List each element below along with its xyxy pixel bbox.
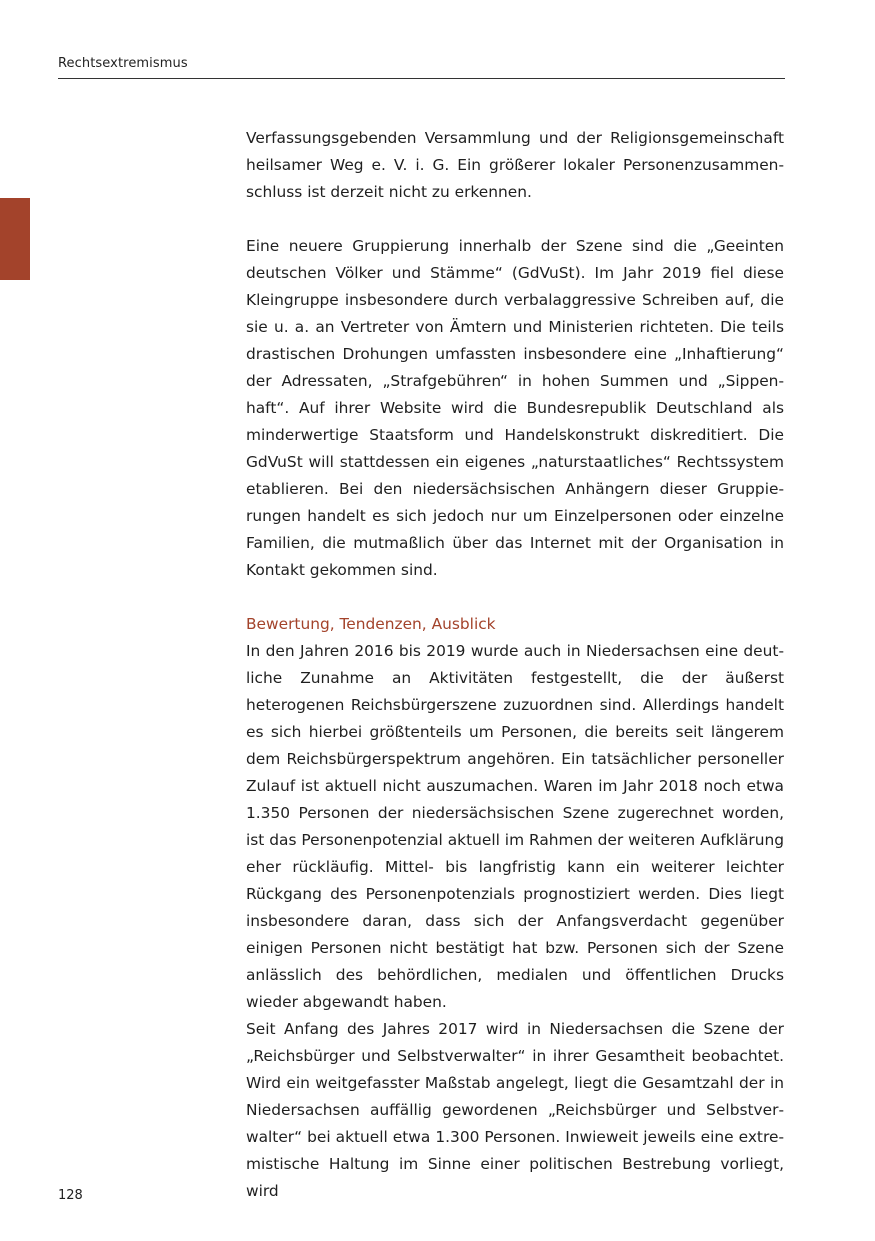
main-text-column [246,125,784,1205]
paragraph-4: Seit Anfang des Jahres 2017 wird in Niedersachsen die Szene der „Reichsbürger und Selbstverwalter“ in ihrer Gesamtheit beobachtet. Wird ein weitgefasster Maßstab angelegt, liegt die Gesamtzahl der in Niedersachsen auffällig gewordenen „Reichsbürger und Selbstverwalter“ bei aktuell etwa 1.300 Personen. Inwieweit jeweils eine extremistische Haltung im Sinne einer politischen Bestrebung vorliegt, wird [246,1020,784,1200]
running-head: Rechtsextremismus [58,56,188,71]
chapter-marker-tab [0,198,30,280]
paragraph-gap [246,584,784,611]
section-subheading: Bewertung, Tendenzen, Ausblick [246,615,496,633]
paragraph-3: In den Jahren 2016 bis 2019 wurde auch in Niedersachsen eine deutliche Zunahme an Aktivitäten festgestellt, die der äußerst heterogenen Reichsbürgerszene zuzuordnen sind. Allerdings handelt es sich hierbei größtenteils um Personen, die bereits seit längerem dem Reichsbürgerspektrum angehören. Ein tatsächlicher personeller Zulauf ist aktuell nicht auszumachen. Waren im Jahr 2018 noch etwa 1.350 Personen der niedersächsischen Szene zugerechnet worden, ist das Personenpotenzial aktuell im Rahmen der weiteren Aufklärung eher rückläufig. Mittel- bis langfristig kann ein weiterer leichter Rückgang des Personenpotenzials prognostiziert werden. Dies liegt insbesondere daran, dass sich der Anfangsverdacht gegenüber einigen Personen nicht bestätigt hat bzw. Personen sich der Szene anlässlich des behördlichen, medialen und öffentlichen Drucks wieder abgewandt haben. [246,642,784,1011]
page-number: 128 [58,1188,83,1203]
header-rule [58,78,785,79]
paragraph-1: Verfassungsgebenden Versammlung und der Religionsgemeinschaft heilsamer Weg e. V. i. G. Ein größerer lokaler Personenzusammenschluss ist derzeit nicht zu erkennen. [246,129,784,201]
paragraph-2: Eine neuere Gruppierung innerhalb der Szene sind die „Geeinten deutschen Völker und Stämme“ (GdVuSt). Im Jahr 2019 fiel diese Kleingruppe insbesondere durch verbalaggressive Schreiben auf, die sie u. a. an Vertreter von Ämtern und Ministerien richteten. Die teils drastischen Drohungen umfassten insbesondere eine „Inhaftierung“ der Adressaten, „Strafgebühren“ in hohen Summen und „Sippenhaft“. Auf ihrer Website wird die Bundesrepublik Deutschland als minderwertige Staatsform und Handelskonstrukt diskreditiert. Die GdVuSt will stattdessen ein eigenes „naturstaatliches“ Rechtssystem etablieren. Bei den niedersächsischen Anhängern dieser Gruppierungen handelt es sich jedoch nur um Einzelpersonen oder einzelne Familien, die mutmaßlich über das Internet mit der Organisation in Kontakt gekommen sind. [246,237,784,579]
paragraph-gap [246,206,784,233]
